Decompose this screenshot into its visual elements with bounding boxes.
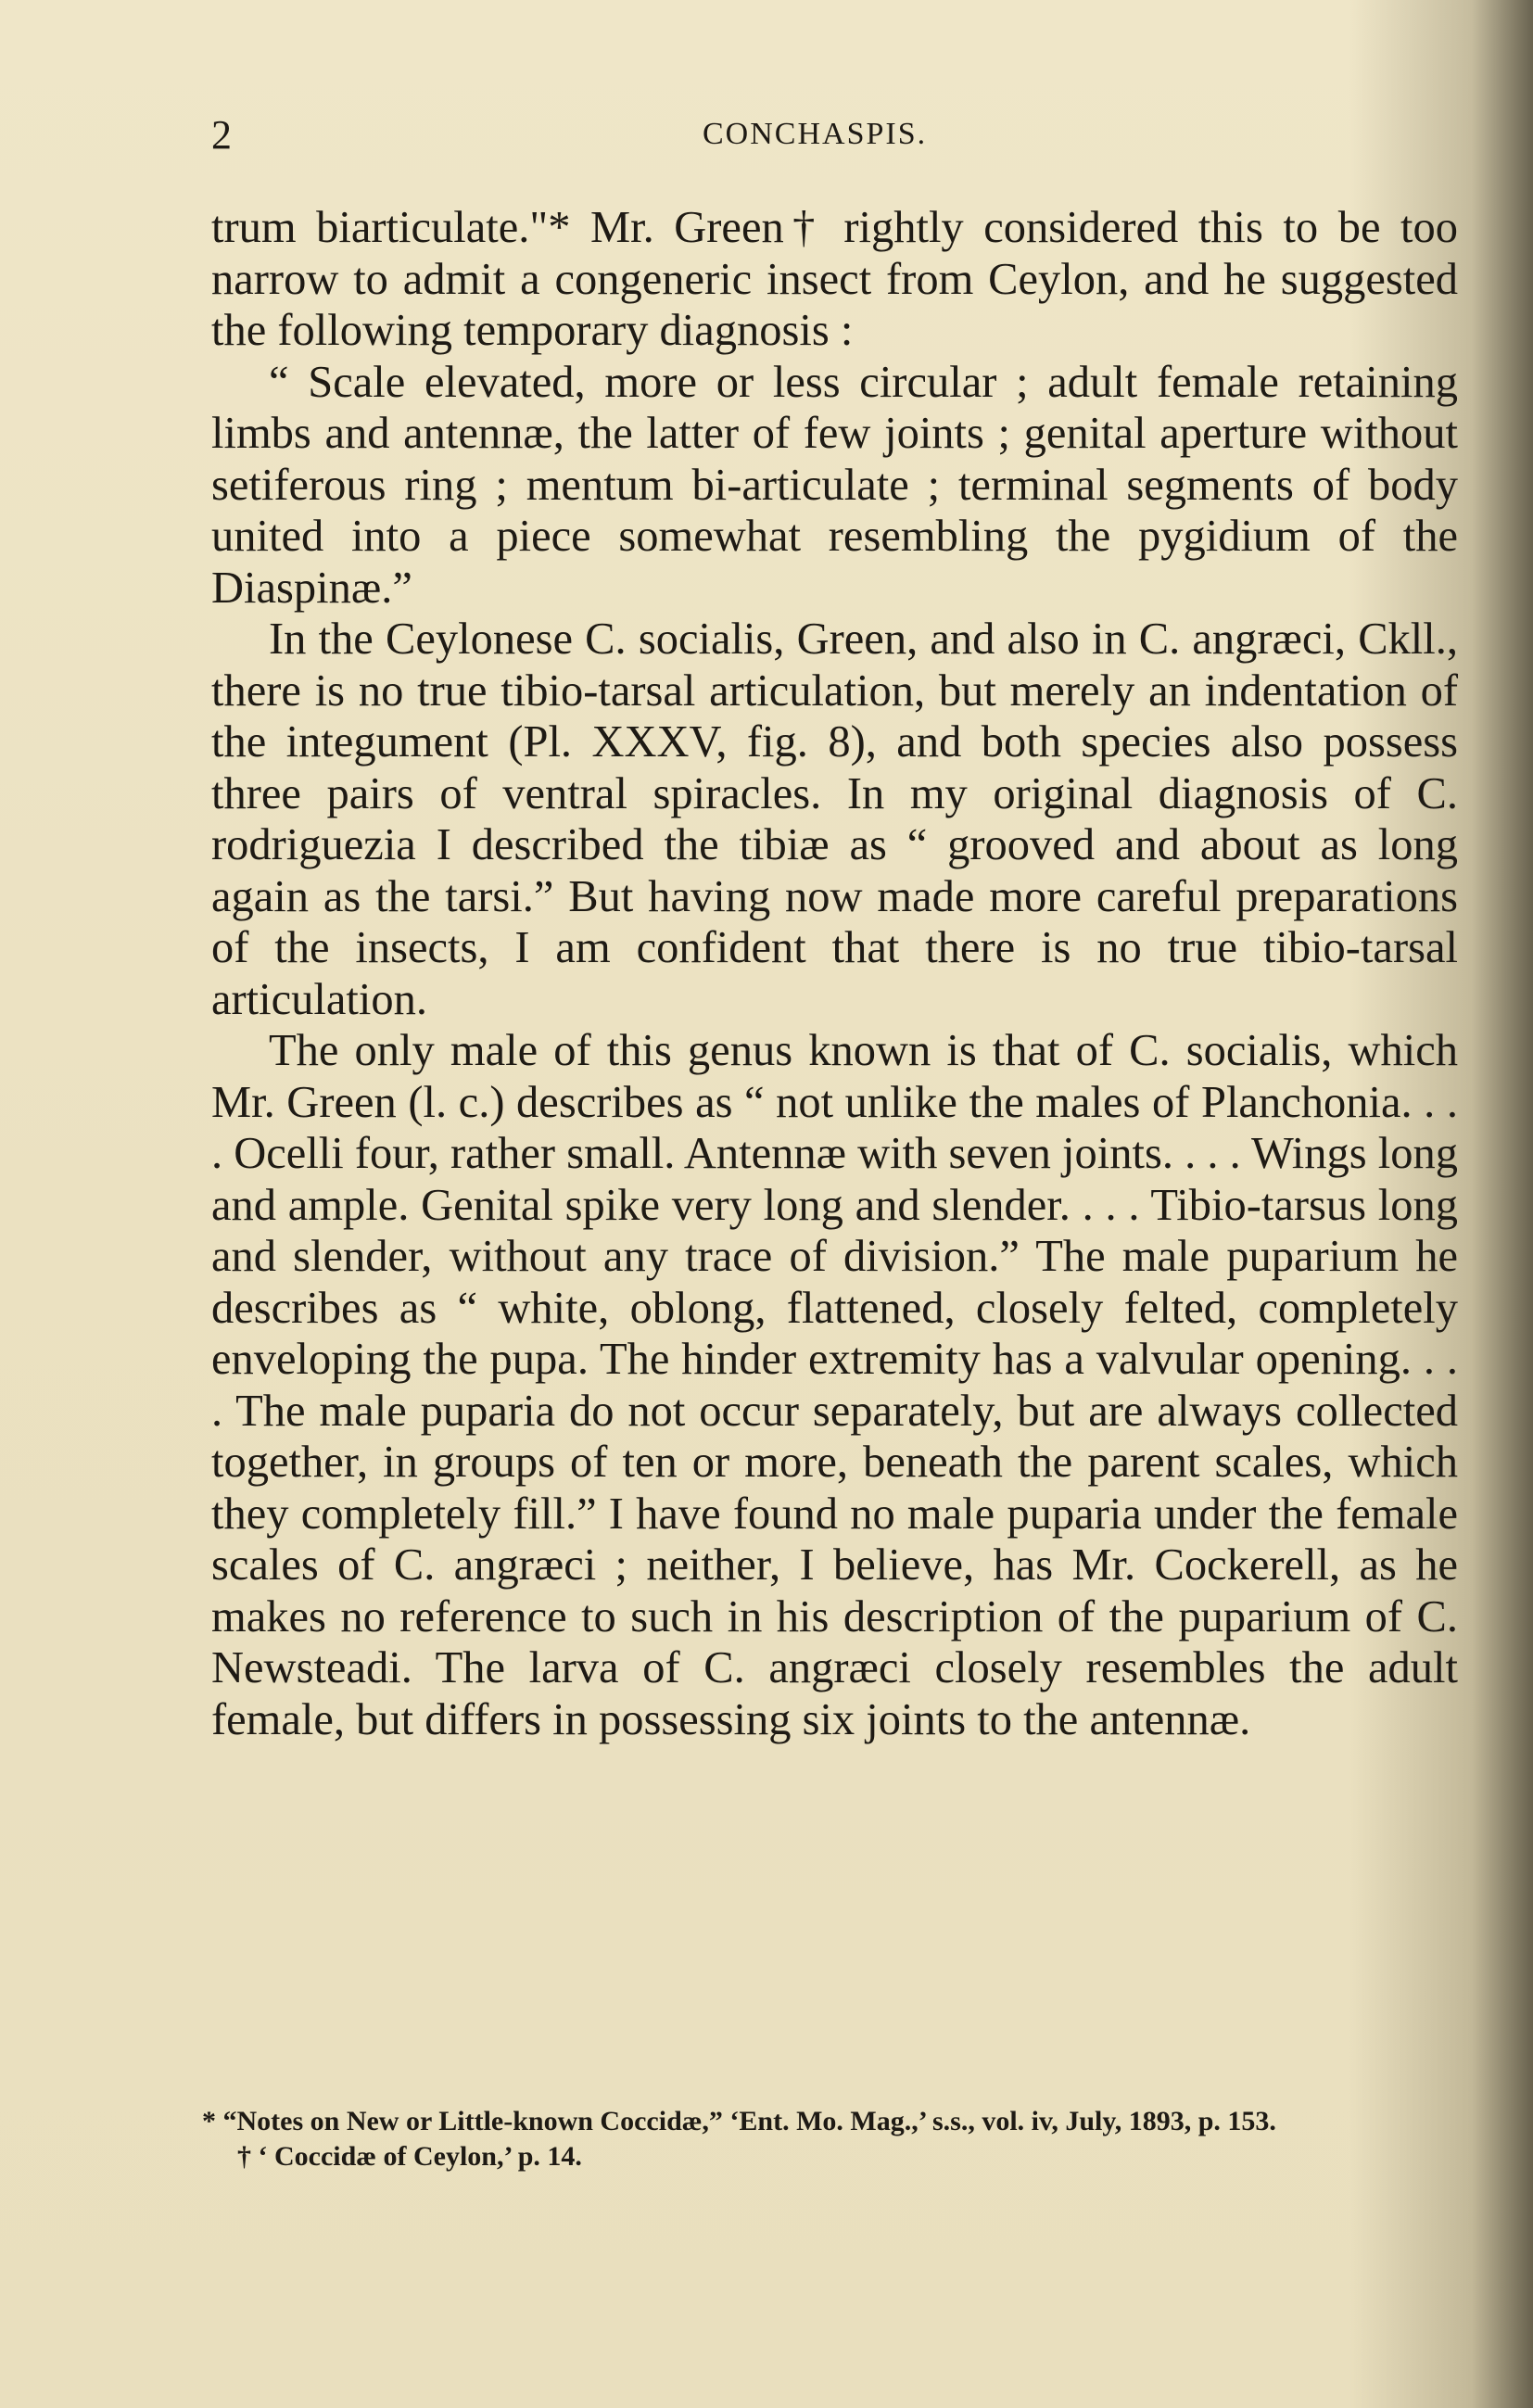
running-head: CONCHASPIS. xyxy=(703,117,928,151)
footnote-1: * “Notes on New or Little-known Coccidæ,” ‘Ent. Mo. Mag.,’ s.s., vol. iv, July, 1893, p. 153. xyxy=(202,2106,1276,2136)
page-number: 2 xyxy=(211,112,232,158)
body-text xyxy=(211,202,1458,1745)
paragraph-4: The only male of this genus known is that of C. socialis, which Mr. Green (l. c.) describes as “ not unlike the males of Planchonia. . . . Ocelli four, rather small. Antennæ with seven joints. . . . Wings long and ample. Genital spike very long and slender. . . . Tibio-tarsus long and slender, without any trace of division.” The male puparium he describes as “ white, oblong, flattened, closely felted, completely enveloping the pupa. The hinder extremity has a valvular opening. . . . The male puparia do not occur separately, but are always collected together, in groups of ten or more, beneath the parent scales, which they completely fill.” I have found no male puparia under the female scales of C. angræci ; neither, I believe, has Mr. Cockerell, as he makes no reference to such in his description of the puparium of C. Newsteadi. The larva of C. angræci closely resembles the adult female, but differs in possessing six joints to the antennæ. xyxy=(211,1026,1458,1744)
paragraph-2-quoted-diagnosis: “ Scale elevated, more or less circular ; adult female retaining limbs and antennæ, the latter of few joints ; genital aperture without setiferous ring ; mentum bi-articulate ; terminal segments of body united into a piece somewhat resembling the pygidium of the Diaspinæ.” xyxy=(211,357,1458,613)
footnote-2: † ‘ Coccidæ of Ceylon,’ p. 14. xyxy=(237,2141,582,2172)
footnotes xyxy=(202,2104,1463,2174)
paragraph-1: trum biarticulate."* Mr. Green† rightly considered this to be too narrow to admit a congeneric insect from Ceylon, and he suggested the following temporary diagnosis : xyxy=(211,203,1458,355)
paragraph-3: In the Ceylonese C. socialis, Green, and also in C. angræci, Ckll., there is no true tibio-tarsal articulation, but merely an indentation of the integument (Pl. XXXV, fig. 8), and both species also possess three pairs of ventral spiracles. In my original diagnosis of C. rodriguezia I described the tibiæ as “ grooved and about as long again as the tarsi.” But having now made more careful preparations of the insects, I am confident that there is no true tibio-tarsal articulation. xyxy=(211,615,1458,1024)
page-header xyxy=(211,111,1453,167)
